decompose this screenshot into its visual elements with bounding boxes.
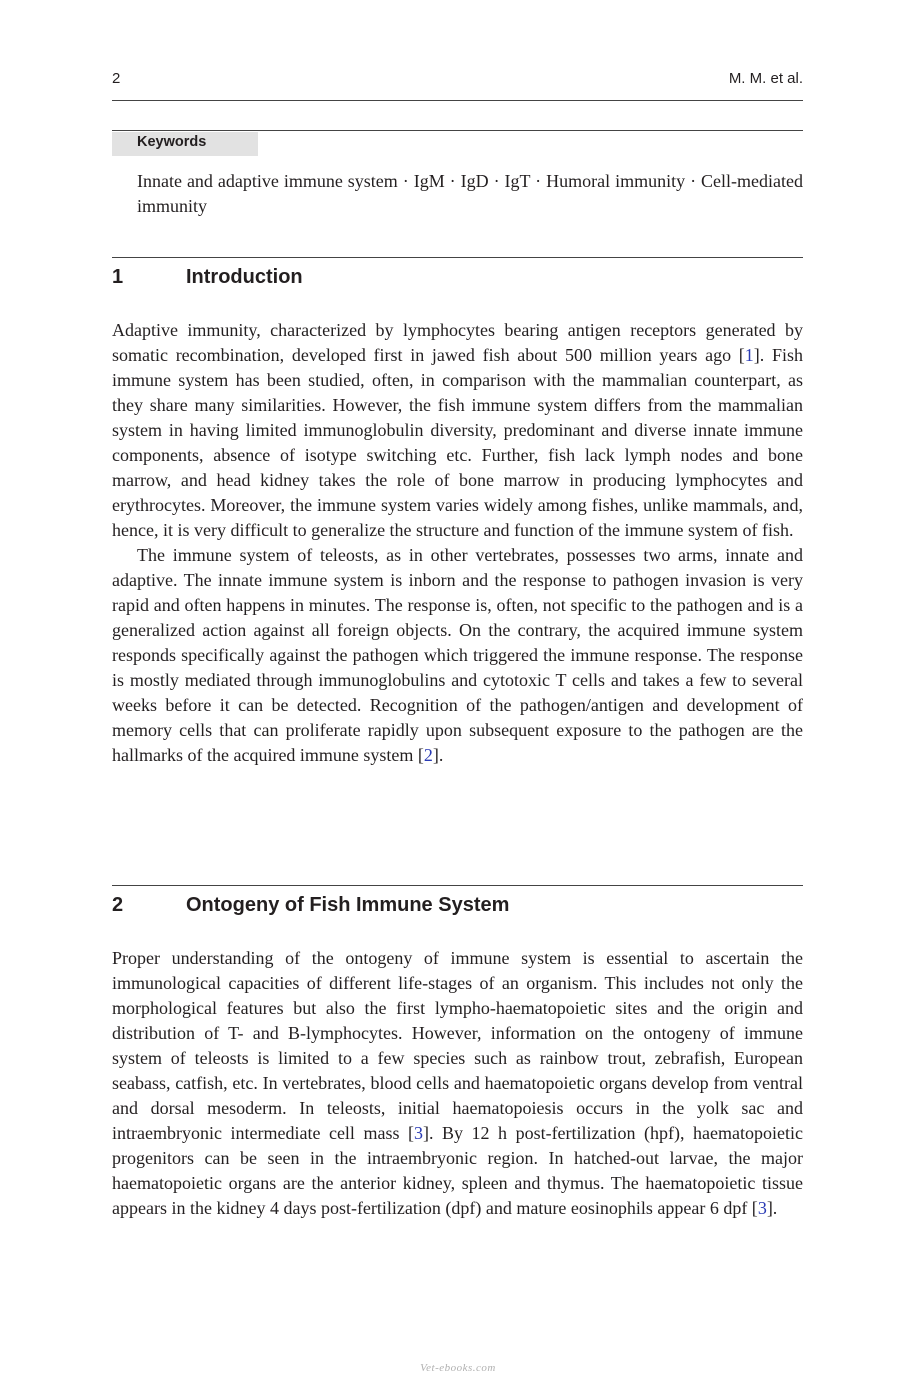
section-2-title: Ontogeny of Fish Immune System — [186, 894, 510, 916]
running-head-authors: M. M. et al. — [728, 70, 803, 87]
section-1-body — [112, 318, 803, 768]
paragraph-text: ]. By 12 h post-fertilization (hpf), haematopoietic progenitors can be seen in the intraembryonic region. In hatched-out larvae, the major haematopoietic organs are the anterior kidney, spleen and thymus. The haematopoietic tissue appears in the kidney 4 days post-fertilization (dpf) and mature eosinophils appear 6 dpf [ — [112, 1123, 804, 1218]
paragraph — [112, 946, 803, 1221]
header-rule — [112, 100, 803, 101]
citation-link[interactable]: 1 — [744, 345, 754, 365]
section-2-body — [112, 946, 803, 1221]
section-2-number: 2 — [112, 894, 124, 916]
watermark: Vet-ebooks.com — [420, 1362, 496, 1374]
paragraph-text: Adaptive immunity, characterized by lymphocytes bearing antigen receptors generated by somatic recombination, developed first in jawed fish about 500 million years ago [ — [112, 320, 803, 365]
citation-link[interactable]: 3 — [757, 1198, 767, 1218]
section-2-rule — [112, 885, 803, 886]
paragraph-text: The immune system of teleosts, as in other vertebrates, possesses two arms, innate and adaptive. The innate immune system is inborn and the response to pathogen invasion is very rapid and often happens in minutes. The response is, often, not specific to the pathogen and is a generalized action against all foreign objects. On the contrary, the acquired immune system responds specifically against the pathogen which triggered the immune response. The response is mostly mediated through immunoglobulins and cytotoxic T cells and takes a few to several weeks before it can be detected. Recognition of the pathogen/antigen and development of memory cells that can proliferate rapidly upon subsequent exposure to the pathogen are the hallmarks of the acquired immune system [ — [112, 545, 803, 765]
paragraph-text: Proper understanding of the ontogeny of immune system is essential to ascertain the immunological capacities of different life-stages of an organism. This includes not only the morphological features but also the first lympho-haematopoietic sites and the origin and distribution of T- and B-lymphocytes. However, information on the ontogeny of immune system of teleosts is limited to a few species such as rainbow trout, zebrafish, European seabass, catfish, etc. In vertebrates, blood cells and haematopoietic organs develop from ventral and dorsal mesoderm. In teleosts, initial haematopoiesis occurs in the yolk sac and intraembryonic intermediate cell mass [ — [112, 948, 803, 1143]
paragraph — [112, 318, 803, 543]
paragraph-text: ]. Fish immune system has been studied, often, in comparison with the mammalian counterpart, as they share many similarities. However, the fish immune system differs from the mammalian system in having limited immunoglobulin diversity, predominant and diverse innate immune components, absence of isotype switching etc. Further, fish lack lymph nodes and bone marrow, and head kidney takes the role of bone marrow in producing lymphocytes and erythrocytes. Moreover, the immune system varies widely among fishes, unlike mammals, and, hence, it is very difficult to generalize the structure and function of the immune system of fish. — [112, 345, 803, 540]
paragraph-text: ]. — [432, 745, 444, 765]
paragraph — [112, 543, 803, 768]
citation-link[interactable]: 2 — [423, 745, 433, 765]
keywords-text: Innate and adaptive immune system · IgM · IgD · IgT · Humoral immunity · Cell-mediated immunity — [137, 171, 803, 216]
running-head — [112, 70, 803, 92]
section-1-rule — [112, 257, 803, 258]
keywords-label: Keywords — [137, 134, 207, 150]
page-number: 2 — [112, 70, 121, 87]
section-1-title: Introduction — [186, 266, 303, 288]
keywords-rule — [112, 130, 803, 131]
paragraph-text: ]. — [766, 1198, 778, 1218]
citation-link[interactable]: 3 — [413, 1123, 423, 1143]
section-1-number: 1 — [112, 266, 124, 288]
